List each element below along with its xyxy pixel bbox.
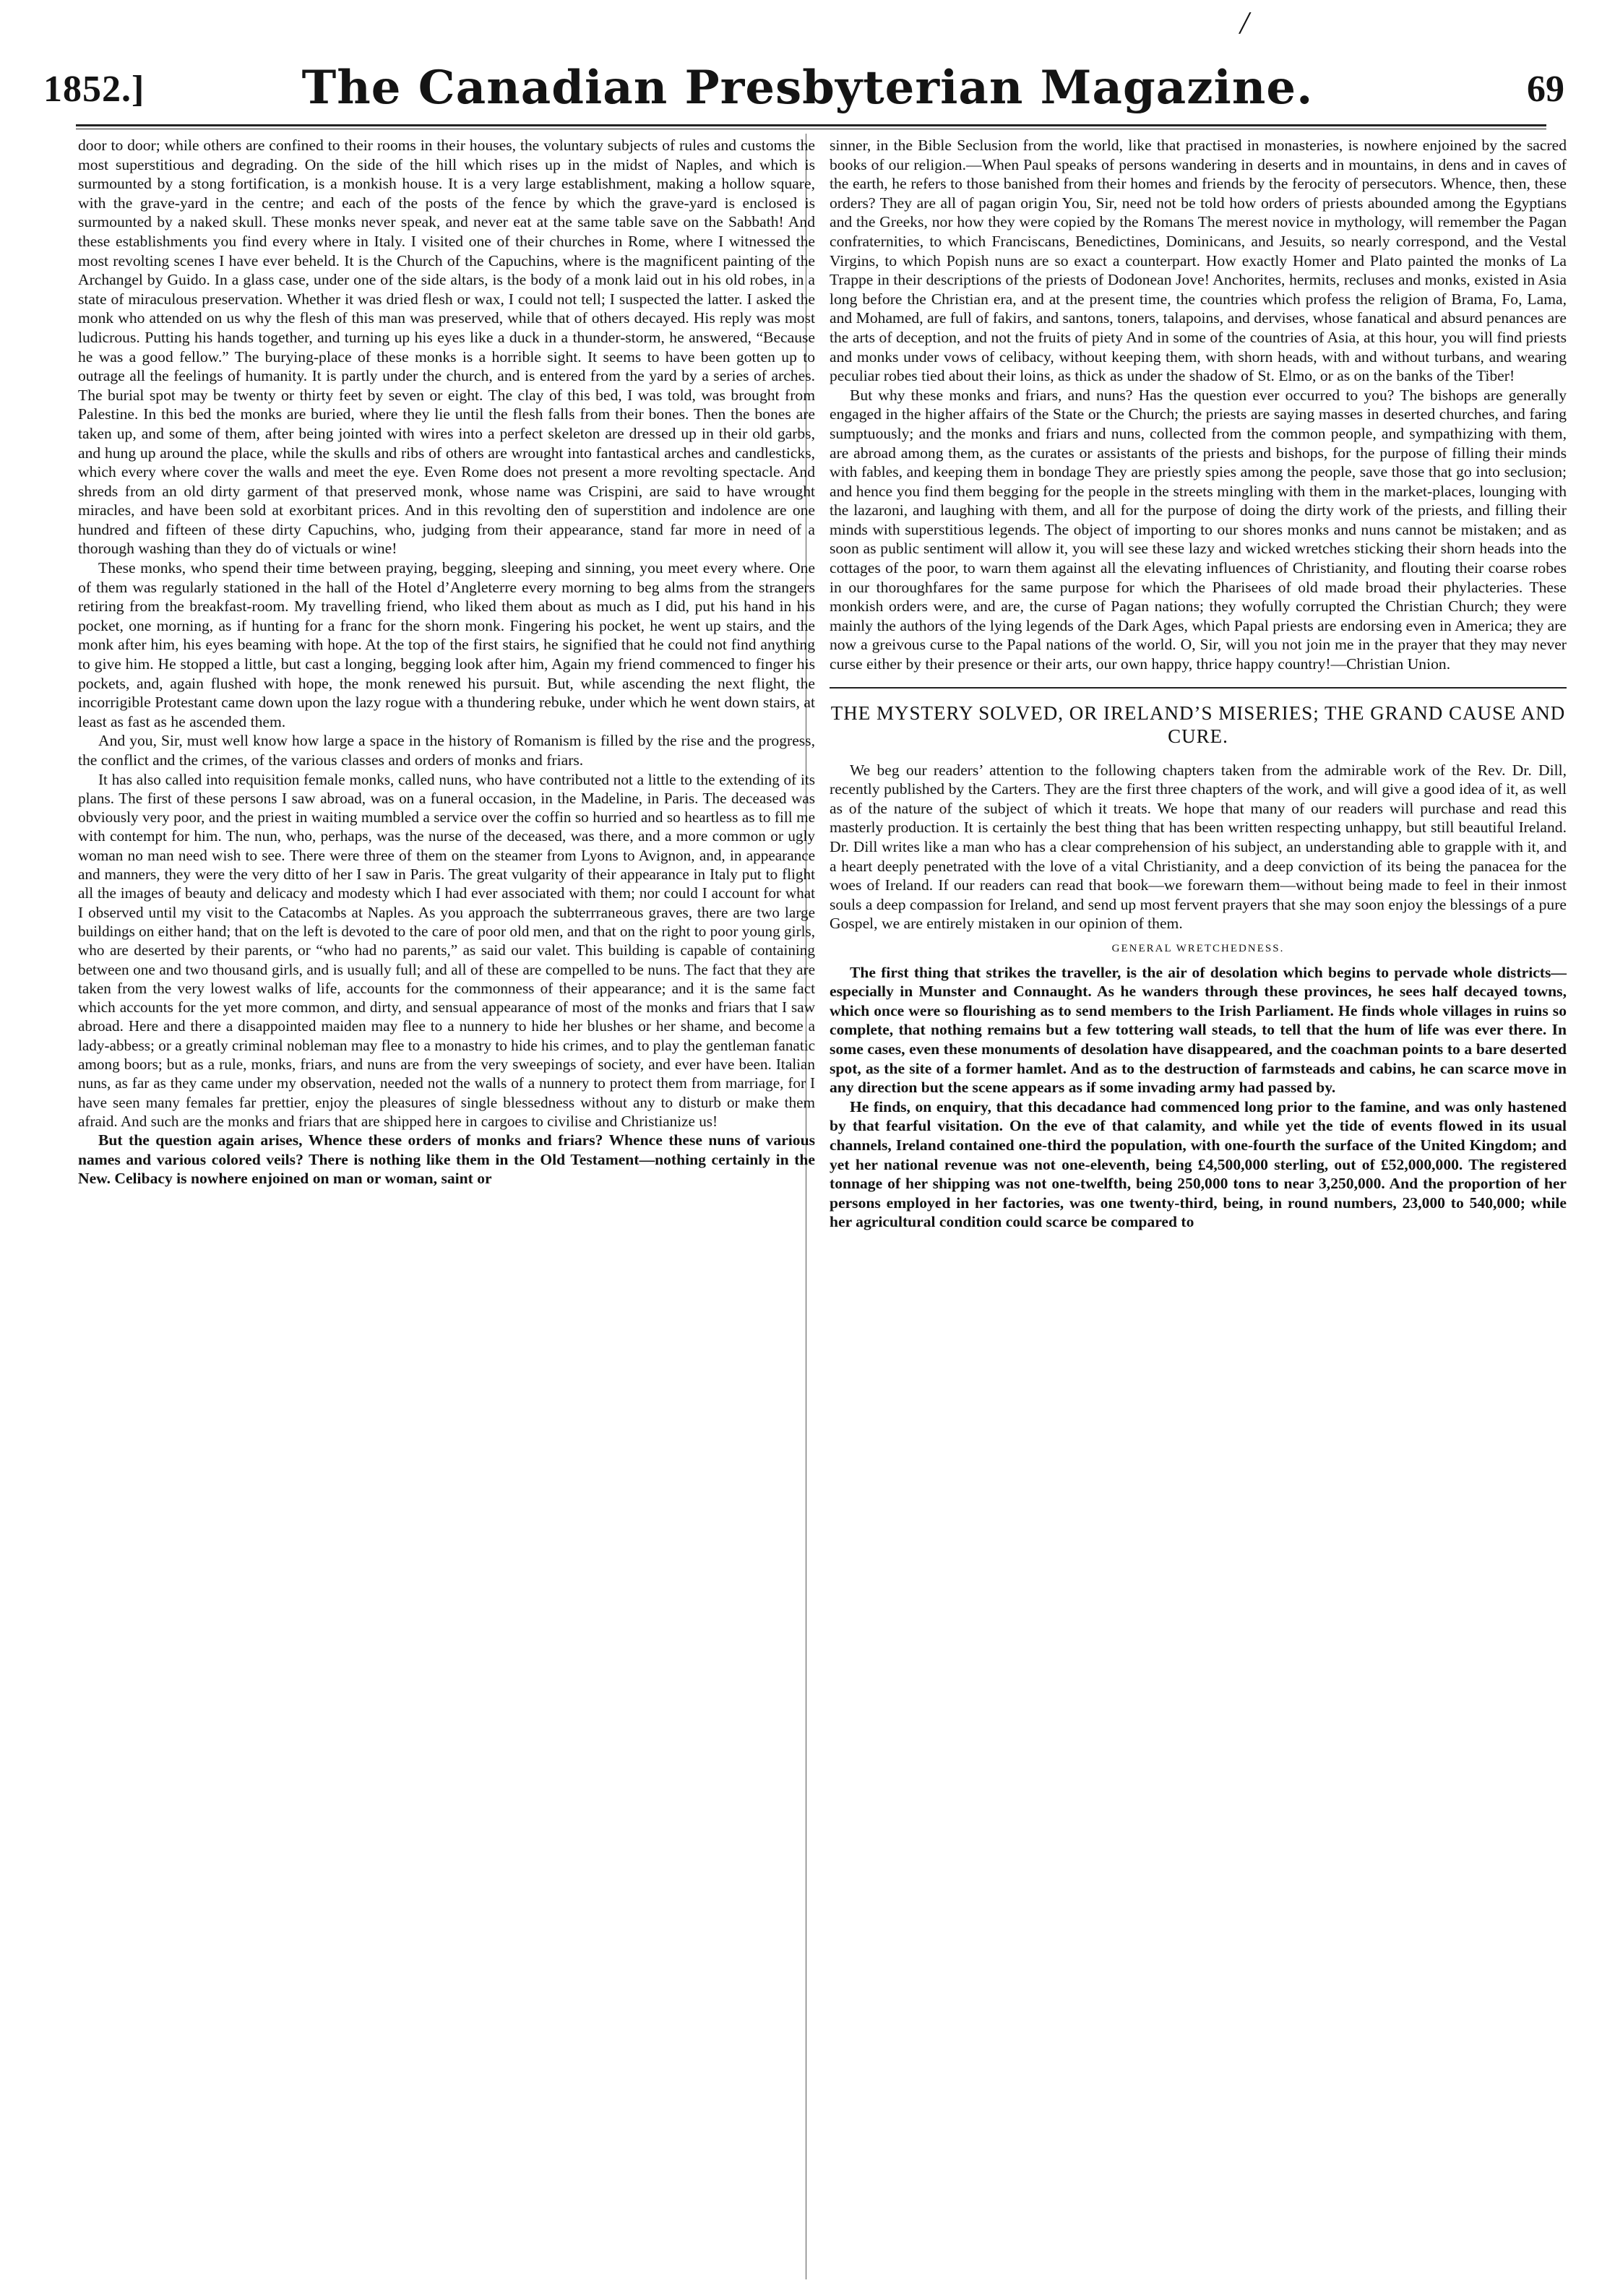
paragraph: He finds, on enquiry, that this decadance had commenced long prior to the famine, and was only hastened by that fearful visitation. On the eve of that calamity, and while yet the tide of events flowed in its usual channels, Ireland contained one-third the population, with one-fourth the surface of the United Kingdom; and yet her national revenue was not one-eleventh, being £4,500,000 sterling, out of £52,000,000. The registered tonnage of her shipping was not one-twelfth, being 250,000 tons to near 3,250,000. And the proportion of her persons employed in her factories, was one twenty-third, being, in round numbers, 23,000 to 540,000; while her agricultural condition could scarce be compared to [830,1097,1567,1231]
paragraph: It has also called into requisition female monks, called nuns, who have contributed not a little to the extending of its plans. The first of these persons I saw abroad, was on a funeral occasion, in the Madeline, in Paris. The deceased was obviously very poor, and the priest in waiting mumbled a service over the coffin so hurried and so heartless as to fill me with contempt for him. The nun, who, perhaps, was the nurse of the deceased, was there, and a more common or ugly woman no man need wish to see. There were three of them on the steamer from Lyons to Avignon, and, in appearance and manners, they were the very ditto of her I saw in Paris. The great vulgarity of their appearance in Italy put to flight all the images of beauty and delicacy and modesty which I had ever associated with them; nor could I account for what I observed until my visit to the Catacombs at Naples. As you approach the subterrraneous graves, there are two large buildings on either hand; that on the left is devoted to the care of poor old men, and that on the right to poor young girls, who are deserted by their parents, or “who had no parents,” as said our valet. This building is capable of containing between one and two thousand girls, and is usually full; and all of these are compelled to be nuns. The fact that they are taken from the very lowest walks of life, accounts for the commonness of their appearance; and it is the same fact which accounts for the yet more common, and dirty, and sensual appearance of most of the monks and friars that I saw abroad. Here and there a disappointed maiden may flee to a nunnery to hide her blushes or her shame, and become a lady-abbess; or a greatly criminal nobleman may flee to a monastry to hide his crimes, and to play the gentleman fanatic among boors; but as a rule, monks, friars, and nuns are from the very sweepings of society, and ever have been. Italian nuns, as far as they came under my observation, needed not the walls of a nunnery to protect them from marriage, for I have seen many females far prettier, enjoy the pleasures of single blessedness without any to disturb or make them afraid. And such are the monks and friars that are shipped here in cargoes to civilise and Christianize us! [78,770,815,1130]
paragraph: And you, Sir, must well know how large a space in the history of Romanism is filled by the rise and the progress, the conflict and the crimes, of the various classes and orders of monks and friars. [78,732,815,769]
left-column [78,136,815,1188]
paragraph: But why these monks and friars, and nuns? Has the question ever occurred to you? The bishops are generally engaged in the higher affairs of the State or the Church; the priests are saying masses in deserted churches, and faring sumptuously; and the monks and friars and nuns, collected from the common people, and sympathizing with them, are abroad among them, as the curates or assistants of the priests and bishops, for the purpose of filling their minds with fables, and keeping them in bondage They are priestly spies among the people, save those that go into seclusion; and hence you find them begging for the people in the streets mingling with them in the market-places, lounging with the lazaroni, and laughing with them, and all for the purpose of doing the dirty work of the priests, and filling their minds with superstitious legends. The object of importing to our shores monks and nuns cannot be mistaken; and as soon as public sentiment will allow it, you will see these lazy and wicked wretches sticking their shorn heads into the cottages of the poor, to warn them against all the elevating influences of Christianity, and flouting their coarse robes in our thoroughfares for the same purpose for which the Pharisees of old made broad their phylacteries. These monkish orders were, and are, the curse of Pagan nations; they wofully corrupted the Christian Church; they were mainly the authors of the lying legends of the Dark Ages, which Papal priests are endorsing even in America; they are now a greivous curse to the Papal nations of the world. O, Sir, will you not join me in the prayer that they may never curse either by their presence or their arts, our own happy, thrice happy country!—Christian Union. [830,386,1567,673]
paragraph: door to door; while others are confined to their rooms in their houses, the voluntary subjects of rules and customs the most superstitious and degrading. On the side of the hill which rises up in the midst of Naples, and which is surmounted by a stong fortification, is a monkish house. It is a very large establishment, making a hollow square, with the grave-yard in the centre; and each of the posts of the fence by which the grave-yard is enclosed is surmounted by a naked skull. These monks never speak, and never eat at the same table save on the Sabbath! And these establishments you find every where in Italy. I visited one of their churches in Rome, where I witnessed the most revolting scenes I have ever beheld. It is the Church of the Capuchins, where is the magnificent painting of the Archangel by Guido. In a glass case, under one of the side altars, is the body of a monk laid out in his old robes, in a state of miraculous preservation. Whether it was dried flesh or wax, I could not tell; I suspected the latter. I asked the monk who attended on us why the flesh of this man was preserved, while that of others decayed. His reply was most ludicrous. Putting his hands together, and turning up his eyes like a duck in a thunder-storm, he answered, “Because he was a good fellow.” The burying-place of these monks is a horrible sight. It seems to have been gotten up to outrage all the feelings of humanity. It is partly under the church, and is entered from the yard by a series of arches. The burial spot may be twenty or thirty feet by seven or eight. The clay of this bed, I was told, was brought from Palestine. In this bed the monks are buried, where they lie until the flesh falls from their bones. Then the bones are taken up, and some of them, after being jointed with wires into a perfect skeleton are dressed up in their old garbs, and hung up around the place, while the skulls and ribs of others are wrought into fantastical arches and candlesticks, which every where cover the walls and meet the eye. Even Rome does not present a more revolting spectacle. And shreds from an old dirty garment of that preserved monk, whose name was Crispini, are said to have wrought miracles, and have been sold at exorbitant prices. And in this revolting den of superstition and indolence are one hundred and fifteen of these dirty Capuchins, who, judging from their appearance, stand far more in need of a thorough washing than they do of victuals or wine! [78,137,815,558]
header-year: 1852.] [43,69,145,110]
header-rule [76,124,1546,126]
page-number: 69 [1527,69,1564,110]
paragraph: sinner, in the Bible Seclusion from the world, like that practised in monasteries, is nowhere enjoined by the sacred books of our religion.—When Paul speaks of persons wandering in deserts and in mountains, in dens and in caves of the earth, he refers to those banished from their homes and friends by the ferocity of persecutors. Whence, then, these orders? They are all of pagan origin You, Sir, need not be told how orders of priests abounded among the Egyptians and the Greeks, nor how they were copied by the Romans The merest novice in mythology, will remember the Pagan confraternities, to which Franciscans, Benedictines, Dominicans, and Jesuits, so nearly correspond, and the Vestal Virgins, to which Popish nuns are so exact a counterpart. How exactly Homer and Plato painted the monks of La Trappe in their descriptions of the priests of Dodonean Jove! Anchorites, hermits, recluses and monks, existed in Asia long before the Christian era, and at the present time, the countries which profess the religion of Brama, Fo, Lama, and Mohamed, are full of fakirs, and santons, toners, talapoins, and dervises, whose fanatical and absurd penances are the arts of deception, and not the fruits of piety And in some of the countries of Asia, at this hour, you will find priests and monks under vows of celibacy, without keeping them, with shorn heads, with and without turbans, and wearing peculiar robes tied about their loins, as thick as under the shadow of St. Elmo, or as on the banks of the Tiber! [830,137,1567,385]
section-subheading: GENERAL WRETCHEDNESS. [1111,942,1285,954]
paragraph: The first thing that strikes the traveller, is the air of desolation which begins to pervade whole districts—especially in Munster and Connaught. As he wanders through these provinces, he sees half decayed towns, which once were so flourishing as to send members to the Irish Parliament. He finds whole villages in ruins so complete, that nothing remains but a few tottering wall steads, to tell that the hum of life was ever there. In some cases, even these monuments of desolation have disappeared, and the coachman points to a bare deserted spot, as the site of a former hamlet. And as to the destruction of farmsteads and cabins, he can scarce move in any direction but the scene appears as if some invading army had passed by. [830,963,1567,1097]
article-separator [830,687,1567,689]
paragraph: These monks, who spend their time between praying, begging, sleeping and sinning, you meet every where. One of them was regularly stationed in the hall of the Hotel d’Angleterre every morning to beg alms from the strangers retiring from the breakfast-room. My travelling friend, who liked them about as much as I did, put his hand in his pocket, one morning, as if hunting for a franc for the shorn monk. Fingering his pocket, he went up stairs, and the monk after him, his eyes beaming with hope. At the top of the first stairs, he signified that he could not find anything to give him. He stopped a little, but cast a longing, begging look after him, Again my friend commenced to finger his pockets, and, again flushed with hope, the monk renewed his pursuit. But, while ascending the next flight, the incorrigible Protestant came down upon the lazy rogue with a thundering rebuke, under which he went down stairs, at least as fast as he ascended them. [78,559,815,730]
header-title: The Canadian Presbyterian Magazine. [301,61,1314,115]
intro-paragraph: We beg our readers’ attention to the following chapters taken from the admirable work of the Rev. Dr. Dill, recently published by the Carters. They are the first three chapters of the work, and will give a good idea of it, as well as of the nature of the subject of which it treats. We hope that many of our readers will purchase and read this masterly production. It is certainly the best thing that has been written respecting unhappy, but still beautiful Ireland. Dr. Dill writes like a man who has a clear comprehension of his subject, an understanding able to grapple with it, and a heart deeply penetrated with the love of a vital Christianity, and a deep conviction of its being the panacea for the woes of Ireland. If our readers can read that book—we forewarn them—without being made to feel in their inmost souls a deep compassion for Ireland, and send up most fervent prayers that she may soon enjoy the blessings of a pure Gospel, we are entirely mistaken in our opinion of them. [830,761,1567,933]
running-header [43,61,1572,118]
right-column [830,136,1567,1232]
paragraph: But the question again arises, Whence these orders of monks and friars? Whence these nuns of various names and various colored veils? There is nothing like them in the Old Testament—nothing certainly in the New. Celibacy is nowhere enjoined on man or woman, saint or [78,1131,815,1188]
margin-mark: / [1240,5,1249,40]
article-title: THE MYSTERY SOLVED, OR IRELAND’S MISERIES; THE GRAND CAUSE AND CURE. [830,702,1566,747]
